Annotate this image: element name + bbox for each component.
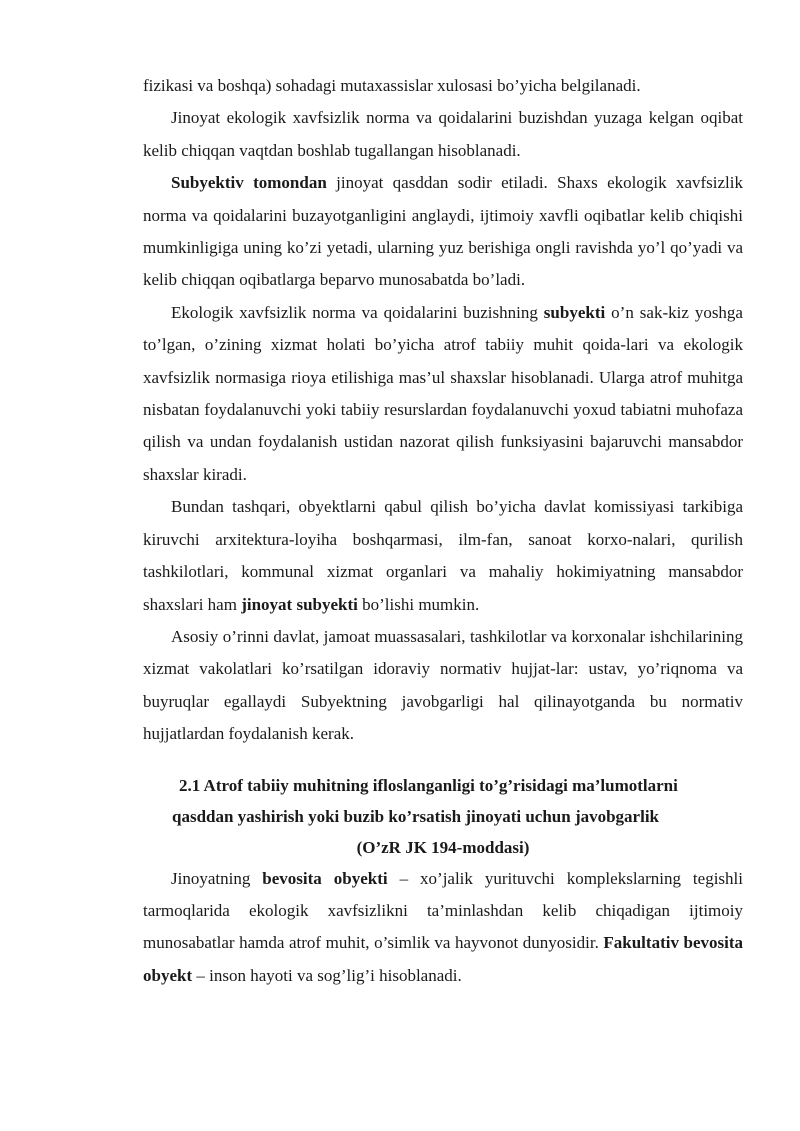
paragraph-subjective-side — [143, 167, 743, 297]
section-heading-article-ref: (O’zR JK 194-moddasi) — [356, 837, 530, 857]
term-subject: subyekti — [543, 302, 606, 322]
paragraph-additional-subjects — [143, 491, 743, 621]
paragraph-text: Jinoyatning — [171, 868, 263, 888]
term-optional-direct-object: Fakultativ bevosita obyekt — [143, 933, 744, 985]
paragraph-direct-object — [143, 863, 743, 993]
term-crime-subject: jinoyat subyekti — [241, 594, 358, 614]
paragraph-subject — [143, 297, 743, 491]
paragraph-text: jinoyat qasddan sodir etiladi. Shaxs ekologik xavfsizlik norma va qoidalarini buzayotganligini anglaydi, ijtimoiy xavfli oqibatlar kelib chiqishi mumkinligiga uning ko’zi yetadi, ularning yuz berishiga ongli ravishda yo’l qo’yadi va kelib chiqqan oqibatlarga beparvo munosabatda bo’ladi. — [143, 173, 743, 290]
term-subjective-side: Subyektiv tomondan — [171, 173, 327, 193]
paragraph-text: Bundan tashqari, obyektlarni qabul qilish bo’yicha davlat komissiyasi tarkibiga kiruvchi arxitektura-loyiha boshqarmasi, ilm-fan, sanoat korxo-nalari, qurilish tashkilotlari, kommunal xizmat organlari va mahaliy hokimiyatning mansabdor shaxslari ham — [143, 497, 743, 614]
section-heading — [143, 770, 743, 863]
document-page — [143, 70, 743, 992]
paragraph-text: o’n sak-kiz yoshga to’lgan, o’zining xizmat holati bo’yicha atrof tabiiy muhit qoida-lari va ekologik xavfsizlik normasiga rioya etilishiga mas’ul shaxslar hisoblanadi. Ularga atrof muhitga nisbatan foydalanuvchi yoki tabiiy resurslardan foydalanuvchi yoxud tabiatni muhofaza qilish va undan foydalanish ustidan nazorat qilish funksiyasini bajaruvchi mansabdor shaxslar kiradi. — [143, 302, 743, 484]
paragraph-text: – inson hayoti va sog’lig’i hisoblanadi. — [192, 965, 462, 985]
paragraph-continuation: fizikasi va boshqa) sohadagi mutaxassislar xulosasi bo’yicha belgilanadi. — [143, 76, 641, 95]
term-direct-object: bevosita obyekti — [262, 868, 388, 888]
paragraph-normative-documents: Asosiy o’rinni davlat, jamoat muassasalari, tashkilotlar va korxonalar ishchilarining xizmat vakolatlari ko’rsatilgan idoraviy normativ hujjat-lar: ustav, yo’riqnoma va buyruqlar egallaydi Subyektning javobgarligi hal qilinayotganda bu normativ hujjatlardan foydalanish kerak. — [143, 626, 743, 744]
paragraph-text: Ekologik xavfsizlik norma va qoidalarini buzishning — [171, 302, 544, 322]
paragraph-completion: Jinoyat ekologik xavfsizlik norma va qoidalarini buzishdan yuzaga kelgan oqibat kelib chiqqan vaqtdan boshlab tugallangan hisoblanadi. — [143, 108, 743, 160]
paragraph-text: – xo’jalik yurituvchi komplekslarning tegishli tarmoqlarida ekologik xavfsizlikni ta’minlashdan kelib chiqadigan ijtimoiy munosabatlar hamda atrof muhit, o’simlik va hayvonot dunyosidir. — [143, 868, 743, 953]
section-heading-line-2: qasddan yashirish yoki buzib ko’rsatish jinoyati uchun javobgarlik — [172, 806, 660, 826]
section-heading-line-1: 2.1 Atrof tabiiy muhitning ifloslanganligi to’g’risidagi ma’lumotlarni — [179, 775, 678, 795]
paragraph-text: bo’lishi mumkin. — [357, 594, 480, 614]
